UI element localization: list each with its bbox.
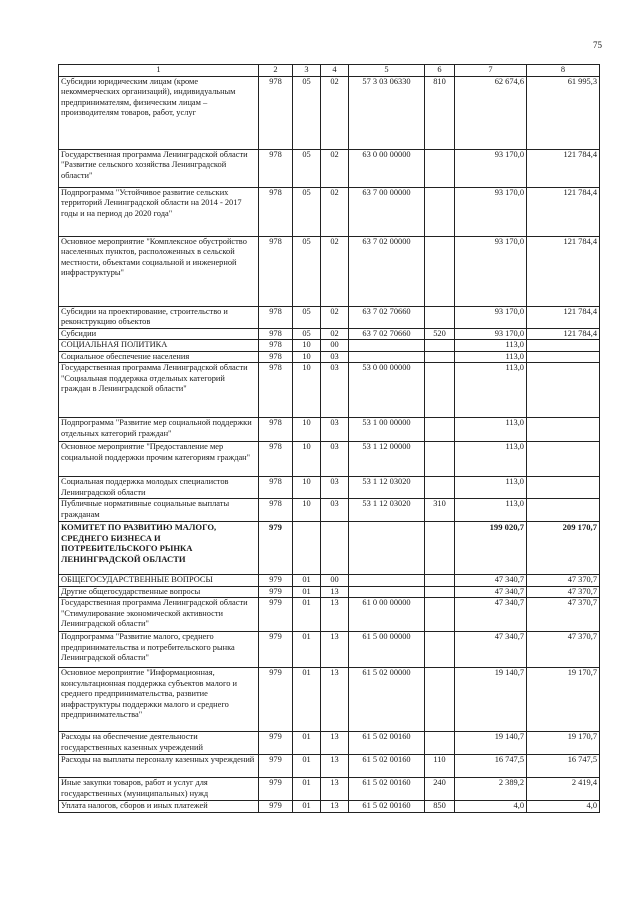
- row-amount-2-cell: 209 170,7: [527, 522, 600, 575]
- column-header: 5: [349, 65, 425, 77]
- row-expense-type-cell: 850: [425, 801, 455, 813]
- row-amount-2-cell: [527, 477, 600, 499]
- row-section-cell: 10: [293, 351, 321, 363]
- row-ved-cell: 978: [259, 187, 293, 236]
- row-amount-2-cell: 61 995,3: [527, 76, 600, 149]
- row-name-cell: Государственная программа Ленинградской области "Стимулирование экономической активности Ленинградской области": [59, 598, 259, 632]
- row-subsection-cell: 03: [321, 477, 349, 499]
- row-section-cell: 01: [293, 668, 321, 732]
- row-target-article-cell: [349, 340, 425, 352]
- row-expense-type-cell: [425, 522, 455, 575]
- row-section-cell: 05: [293, 76, 321, 149]
- row-amount-1-cell: 4,0: [455, 801, 527, 813]
- row-target-article-cell: 63 0 00 00000: [349, 149, 425, 187]
- row-expense-type-cell: [425, 418, 455, 442]
- table-row: [59, 328, 600, 340]
- row-ved-cell: 978: [259, 340, 293, 352]
- row-amount-1-cell: 93 170,0: [455, 149, 527, 187]
- row-name-cell: Другие общегосударственные вопросы: [59, 586, 259, 598]
- row-section-cell: 01: [293, 755, 321, 778]
- row-expense-type-cell: [425, 598, 455, 632]
- column-header: 6: [425, 65, 455, 77]
- row-section-cell: 10: [293, 499, 321, 522]
- row-subsection-cell: 00: [321, 340, 349, 352]
- row-expense-type-cell: 240: [425, 778, 455, 801]
- row-name-cell: Государственная программа Ленинградской области "Социальная поддержка отдельных категорий граждан в Ленинградской области": [59, 363, 259, 418]
- row-target-article-cell: 53 1 00 00000: [349, 418, 425, 442]
- row-expense-type-cell: [425, 442, 455, 477]
- row-target-article-cell: 63 7 00 00000: [349, 187, 425, 236]
- row-expense-type-cell: [425, 149, 455, 187]
- row-section-cell: [293, 522, 321, 575]
- column-header: 1: [59, 65, 259, 77]
- table-row: [59, 755, 600, 778]
- row-amount-2-cell: 47 370,7: [527, 575, 600, 587]
- row-name-cell: Подпрограмма "Развитие мер социальной поддержки отдельных категорий граждан": [59, 418, 259, 442]
- table-row: [59, 668, 600, 732]
- row-ved-cell: 979: [259, 755, 293, 778]
- table-row: [59, 586, 600, 598]
- row-target-article-cell: [349, 522, 425, 575]
- row-target-article-cell: 61 5 02 00160: [349, 778, 425, 801]
- row-expense-type-cell: [425, 732, 455, 755]
- row-amount-1-cell: 113,0: [455, 477, 527, 499]
- row-ved-cell: 978: [259, 236, 293, 306]
- table-row: [59, 340, 600, 352]
- row-expense-type-cell: 520: [425, 328, 455, 340]
- row-subsection-cell: 13: [321, 668, 349, 732]
- row-subsection-cell: 03: [321, 442, 349, 477]
- row-name-cell: Государственная программа Ленинградской области "Развитие сельского хозяйства Ленинградской области": [59, 149, 259, 187]
- row-section-cell: 05: [293, 306, 321, 328]
- row-target-article-cell: 63 7 02 00000: [349, 236, 425, 306]
- row-target-article-cell: 61 5 02 00160: [349, 755, 425, 778]
- row-subsection-cell: 02: [321, 76, 349, 149]
- row-section-cell: 01: [293, 575, 321, 587]
- row-name-cell: Субсидии на проектирование, строительство и реконструкцию объектов: [59, 306, 259, 328]
- row-name-cell: Расходы на обеспечение деятельности государственных казенных учреждений: [59, 732, 259, 755]
- table-row: [59, 778, 600, 801]
- row-subsection-cell: 03: [321, 363, 349, 418]
- row-expense-type-cell: [425, 477, 455, 499]
- column-header: 4: [321, 65, 349, 77]
- table-row: [59, 575, 600, 587]
- row-amount-2-cell: 121 784,4: [527, 236, 600, 306]
- table-row: [59, 351, 600, 363]
- column-header: 8: [527, 65, 600, 77]
- page-number: 75: [593, 40, 602, 50]
- row-amount-2-cell: 19 170,7: [527, 732, 600, 755]
- table-row: [59, 363, 600, 418]
- row-name-cell: Подпрограмма "Развитие малого, среднего предпринимательства и потребительского рынка Ленинградской области": [59, 632, 259, 668]
- table-header-row: [59, 65, 600, 77]
- row-amount-1-cell: 113,0: [455, 442, 527, 477]
- table-row: [59, 801, 600, 813]
- row-subsection-cell: [321, 522, 349, 575]
- budget-table: [58, 64, 600, 813]
- row-section-cell: 05: [293, 236, 321, 306]
- row-amount-2-cell: [527, 499, 600, 522]
- row-subsection-cell: 02: [321, 306, 349, 328]
- table-row: [59, 76, 600, 149]
- row-ved-cell: 979: [259, 575, 293, 587]
- row-ved-cell: 978: [259, 149, 293, 187]
- row-ved-cell: 978: [259, 351, 293, 363]
- row-subsection-cell: 13: [321, 778, 349, 801]
- row-amount-1-cell: 47 340,7: [455, 632, 527, 668]
- row-amount-1-cell: 113,0: [455, 418, 527, 442]
- row-amount-1-cell: 47 340,7: [455, 586, 527, 598]
- row-amount-1-cell: 47 340,7: [455, 575, 527, 587]
- row-ved-cell: 979: [259, 522, 293, 575]
- row-target-article-cell: 53 0 00 00000: [349, 363, 425, 418]
- row-section-cell: 10: [293, 477, 321, 499]
- row-amount-2-cell: [527, 351, 600, 363]
- row-amount-1-cell: 93 170,0: [455, 187, 527, 236]
- row-name-cell: Публичные нормативные социальные выплаты гражданам: [59, 499, 259, 522]
- row-amount-1-cell: 16 747,5: [455, 755, 527, 778]
- table-row: [59, 522, 600, 575]
- row-amount-2-cell: 16 747,5: [527, 755, 600, 778]
- row-subsection-cell: 02: [321, 236, 349, 306]
- row-expense-type-cell: [425, 236, 455, 306]
- row-section-cell: 01: [293, 778, 321, 801]
- row-target-article-cell: 57 3 03 06330: [349, 76, 425, 149]
- row-ved-cell: 978: [259, 499, 293, 522]
- row-amount-2-cell: [527, 418, 600, 442]
- row-section-cell: 01: [293, 801, 321, 813]
- row-subsection-cell: 13: [321, 598, 349, 632]
- row-subsection-cell: 02: [321, 328, 349, 340]
- row-section-cell: 10: [293, 363, 321, 418]
- table-row: [59, 477, 600, 499]
- row-target-article-cell: 63 7 02 70660: [349, 306, 425, 328]
- row-amount-2-cell: 121 784,4: [527, 328, 600, 340]
- row-name-cell: Иные закупки товаров, работ и услуг для государственных (муниципальных) нужд: [59, 778, 259, 801]
- table-row: [59, 632, 600, 668]
- row-amount-1-cell: 47 340,7: [455, 598, 527, 632]
- table-row: [59, 499, 600, 522]
- row-amount-2-cell: 19 170,7: [527, 668, 600, 732]
- row-amount-1-cell: 93 170,0: [455, 236, 527, 306]
- row-name-cell: ОБЩЕГОСУДАРСТВЕННЫЕ ВОПРОСЫ: [59, 575, 259, 587]
- column-header: 7: [455, 65, 527, 77]
- row-subsection-cell: 13: [321, 732, 349, 755]
- row-amount-1-cell: 19 140,7: [455, 668, 527, 732]
- row-section-cell: 10: [293, 442, 321, 477]
- row-target-article-cell: 61 5 02 00160: [349, 732, 425, 755]
- table-row: [59, 598, 600, 632]
- row-amount-1-cell: 113,0: [455, 340, 527, 352]
- row-section-cell: 01: [293, 586, 321, 598]
- row-amount-2-cell: [527, 363, 600, 418]
- row-expense-type-cell: [425, 306, 455, 328]
- row-ved-cell: 979: [259, 598, 293, 632]
- row-name-cell: Расходы на выплаты персоналу казенных учреждений: [59, 755, 259, 778]
- row-section-cell: 05: [293, 187, 321, 236]
- table-row: [59, 149, 600, 187]
- row-amount-1-cell: 19 140,7: [455, 732, 527, 755]
- row-expense-type-cell: [425, 632, 455, 668]
- row-subsection-cell: 00: [321, 575, 349, 587]
- row-expense-type-cell: 110: [425, 755, 455, 778]
- table-row: [59, 418, 600, 442]
- row-ved-cell: 978: [259, 328, 293, 340]
- row-name-cell: СОЦИАЛЬНАЯ ПОЛИТИКА: [59, 340, 259, 352]
- row-amount-1-cell: 113,0: [455, 499, 527, 522]
- row-section-cell: 10: [293, 340, 321, 352]
- row-expense-type-cell: 810: [425, 76, 455, 149]
- row-expense-type-cell: [425, 187, 455, 236]
- row-target-article-cell: 61 0 00 00000: [349, 598, 425, 632]
- row-name-cell: Основное мероприятие "Предоставление мер социальной поддержки прочим категориям граждан": [59, 442, 259, 477]
- row-target-article-cell: 63 7 02 70660: [349, 328, 425, 340]
- row-subsection-cell: 02: [321, 149, 349, 187]
- row-amount-2-cell: 47 370,7: [527, 586, 600, 598]
- row-target-article-cell: 61 5 00 00000: [349, 632, 425, 668]
- row-ved-cell: 978: [259, 418, 293, 442]
- row-subsection-cell: 03: [321, 499, 349, 522]
- row-target-article-cell: [349, 351, 425, 363]
- row-ved-cell: 978: [259, 477, 293, 499]
- row-name-cell: Подпрограмма "Устойчивое развитие сельских территорий Ленинградской области на 2014 - 2017 годы и на период до 2020 года": [59, 187, 259, 236]
- row-subsection-cell: 03: [321, 351, 349, 363]
- row-subsection-cell: 03: [321, 418, 349, 442]
- row-expense-type-cell: [425, 363, 455, 418]
- row-ved-cell: 979: [259, 586, 293, 598]
- row-section-cell: 05: [293, 149, 321, 187]
- row-amount-2-cell: 2 419,4: [527, 778, 600, 801]
- row-target-article-cell: 61 5 02 00160: [349, 801, 425, 813]
- row-amount-2-cell: 4,0: [527, 801, 600, 813]
- row-target-article-cell: 53 1 12 00000: [349, 442, 425, 477]
- column-header: 3: [293, 65, 321, 77]
- row-ved-cell: 979: [259, 732, 293, 755]
- row-amount-2-cell: 121 784,4: [527, 149, 600, 187]
- row-section-cell: 10: [293, 418, 321, 442]
- row-expense-type-cell: [425, 586, 455, 598]
- row-amount-1-cell: 62 674,6: [455, 76, 527, 149]
- row-name-cell: Основное мероприятие "Информационная, консультационная поддержка субъектов малого и среднего предпринимательства, развитие инфраструктуры поддержки малого и среднего предпринимательства": [59, 668, 259, 732]
- row-name-cell: Уплата налогов, сборов и иных платежей: [59, 801, 259, 813]
- row-target-article-cell: [349, 586, 425, 598]
- row-amount-2-cell: 121 784,4: [527, 187, 600, 236]
- table-row: [59, 236, 600, 306]
- row-name-cell: Субсидии: [59, 328, 259, 340]
- row-ved-cell: 978: [259, 442, 293, 477]
- row-amount-2-cell: [527, 340, 600, 352]
- row-expense-type-cell: [425, 668, 455, 732]
- row-amount-2-cell: [527, 442, 600, 477]
- row-amount-1-cell: 93 170,0: [455, 306, 527, 328]
- row-target-article-cell: [349, 575, 425, 587]
- row-section-cell: 01: [293, 598, 321, 632]
- row-target-article-cell: 53 1 12 03020: [349, 477, 425, 499]
- row-name-cell: Основное мероприятие "Комплексное обустройство населенных пунктов, расположенных в сельской местности, объектами социальной и инженерной инфраструктуры": [59, 236, 259, 306]
- table-row: [59, 187, 600, 236]
- row-section-cell: 01: [293, 632, 321, 668]
- table-body: [59, 76, 600, 812]
- row-ved-cell: 979: [259, 632, 293, 668]
- row-ved-cell: 979: [259, 801, 293, 813]
- column-header: 2: [259, 65, 293, 77]
- row-amount-1-cell: 199 020,7: [455, 522, 527, 575]
- row-subsection-cell: 13: [321, 755, 349, 778]
- row-ved-cell: 978: [259, 363, 293, 418]
- row-expense-type-cell: [425, 340, 455, 352]
- row-target-article-cell: 61 5 02 00000: [349, 668, 425, 732]
- table-row: [59, 442, 600, 477]
- row-name-cell: Субсидии юридическим лицам (кроме некоммерческих организаций), индивидуальным предпринимателям, физическим лицам – производителям товаров, работ, услуг: [59, 76, 259, 149]
- row-ved-cell: 978: [259, 306, 293, 328]
- row-expense-type-cell: 310: [425, 499, 455, 522]
- row-expense-type-cell: [425, 575, 455, 587]
- row-expense-type-cell: [425, 351, 455, 363]
- row-name-cell: КОМИТЕТ ПО РАЗВИТИЮ МАЛОГО, СРЕДНЕГО БИЗНЕСА И ПОТРЕБИТЕЛЬСКОГО РЫНКА ЛЕНИНГРАДСКОЙ ОБЛАСТИ: [59, 522, 259, 575]
- row-name-cell: Социальное обеспечение населения: [59, 351, 259, 363]
- row-amount-1-cell: 93 170,0: [455, 328, 527, 340]
- row-section-cell: 01: [293, 732, 321, 755]
- row-amount-1-cell: 113,0: [455, 351, 527, 363]
- row-amount-2-cell: 47 370,7: [527, 598, 600, 632]
- table-row: [59, 306, 600, 328]
- row-amount-2-cell: 47 370,7: [527, 632, 600, 668]
- row-ved-cell: 978: [259, 76, 293, 149]
- table-row: [59, 732, 600, 755]
- row-subsection-cell: 13: [321, 586, 349, 598]
- row-name-cell: Социальная поддержка молодых специалистов Ленинградской области: [59, 477, 259, 499]
- row-ved-cell: 979: [259, 778, 293, 801]
- row-subsection-cell: 13: [321, 632, 349, 668]
- row-amount-1-cell: 113,0: [455, 363, 527, 418]
- row-ved-cell: 979: [259, 668, 293, 732]
- row-amount-2-cell: 121 784,4: [527, 306, 600, 328]
- row-section-cell: 05: [293, 328, 321, 340]
- row-subsection-cell: 13: [321, 801, 349, 813]
- row-amount-1-cell: 2 389,2: [455, 778, 527, 801]
- row-target-article-cell: 53 1 12 03020: [349, 499, 425, 522]
- row-subsection-cell: 02: [321, 187, 349, 236]
